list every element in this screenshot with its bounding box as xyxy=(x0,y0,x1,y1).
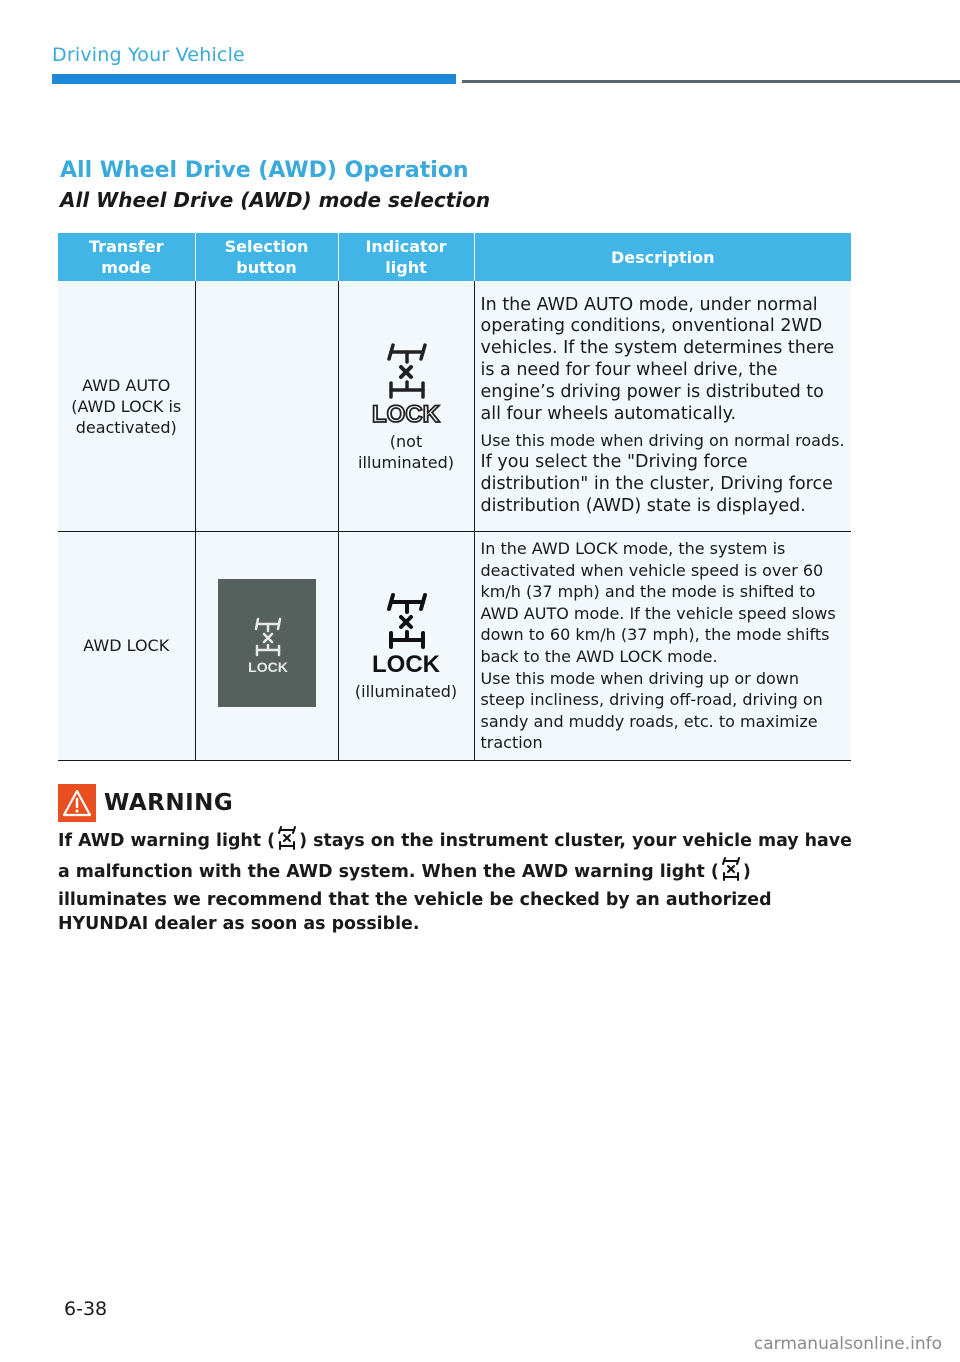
indicator-note: (not illuminated) xyxy=(358,431,454,472)
warning-text: If AWD warning light ( ) stays on the instrument cluster, your vehicle may have a malfunction with the AWD system. When the AWD warning light ( ) illuminates we recommend that the vehicle be checked by an authorized HYUNDAI dealer as soon as possible. xyxy=(58,826,858,936)
indicator-cell xyxy=(338,532,474,761)
description-paragraph: Use this mode when driving up or down steep incliness, driving off-road, driving on sandy and muddy roads, etc. to maximize traction xyxy=(480,668,823,753)
awd-mode-table xyxy=(58,233,851,761)
description-cell xyxy=(474,281,851,532)
awd-warning-light-icon xyxy=(276,826,298,857)
header-rule-accent xyxy=(52,74,456,84)
header-transfer-mode: Transfer mode xyxy=(58,233,195,281)
description-paragraph: In the AWD LOCK mode, the system is deactivated when vehicle speed is over 60 km/h (37 mph) and the mode is shifted to AWD AUTO mode. If the vehicle speed slows down to 60 km/h (37 mph), the mode shifts back to the AWD LOCK mode. xyxy=(480,539,836,666)
header-rule xyxy=(462,80,960,83)
mode-cell xyxy=(58,281,195,532)
section-title: All Wheel Drive (AWD) Operation xyxy=(60,158,469,183)
awd-lock-indicator-icon-on xyxy=(371,590,441,681)
lock-text: LOCK xyxy=(372,400,440,426)
description-paragraph: In the AWD AUTO mode, under normal operating conditions, onventional 2WD vehicles. If the system determines there is a need for four wheel drive, the engine’s driving power is distributed to all four wheels automatically. xyxy=(480,294,835,424)
awd-warning-light-icon xyxy=(720,857,742,888)
selection-button-cell xyxy=(195,532,338,761)
header-selection-button: Selection button xyxy=(195,233,338,281)
header-description: Description xyxy=(474,233,851,281)
table-row xyxy=(58,281,851,532)
description-paragraph: If you select the "Driving force distribution" in the cluster, Driving force distribution (AWD) state is displayed. xyxy=(480,451,833,516)
mode-awd-auto: AWD AUTO (AWD LOCK is deactivated) xyxy=(71,375,182,437)
indicator-cell xyxy=(338,281,474,532)
watermark: carmanualsonline.info xyxy=(753,1334,942,1354)
mode-cell xyxy=(58,532,195,761)
selection-button-cell xyxy=(195,281,338,532)
description-paragraph: Use this mode when driving on normal roads. xyxy=(480,431,845,451)
mode-awd-lock: AWD LOCK xyxy=(83,636,170,656)
warning-label: WARNING xyxy=(104,790,234,816)
awd-lock-indicator-icon-off xyxy=(371,340,441,431)
warning-triangle-icon xyxy=(58,784,96,822)
awd-lock-button xyxy=(218,579,316,707)
description-cell xyxy=(474,532,851,761)
section-subtitle: All Wheel Drive (AWD) mode selection xyxy=(60,188,491,212)
table-row xyxy=(58,532,851,761)
header-indicator-light: Indicator light xyxy=(338,233,474,281)
indicator-note: (illuminated) xyxy=(354,681,458,701)
warning-header xyxy=(58,784,858,822)
running-header: Driving Your Vehicle xyxy=(52,44,245,66)
page-number: 6-38 xyxy=(64,1298,108,1320)
awd-lock-button-icon xyxy=(218,579,316,707)
lock-text: LOCK xyxy=(372,650,440,676)
table-header-row xyxy=(58,233,851,281)
svg-text:LOCK: LOCK xyxy=(247,659,288,676)
warning-block xyxy=(58,784,858,936)
